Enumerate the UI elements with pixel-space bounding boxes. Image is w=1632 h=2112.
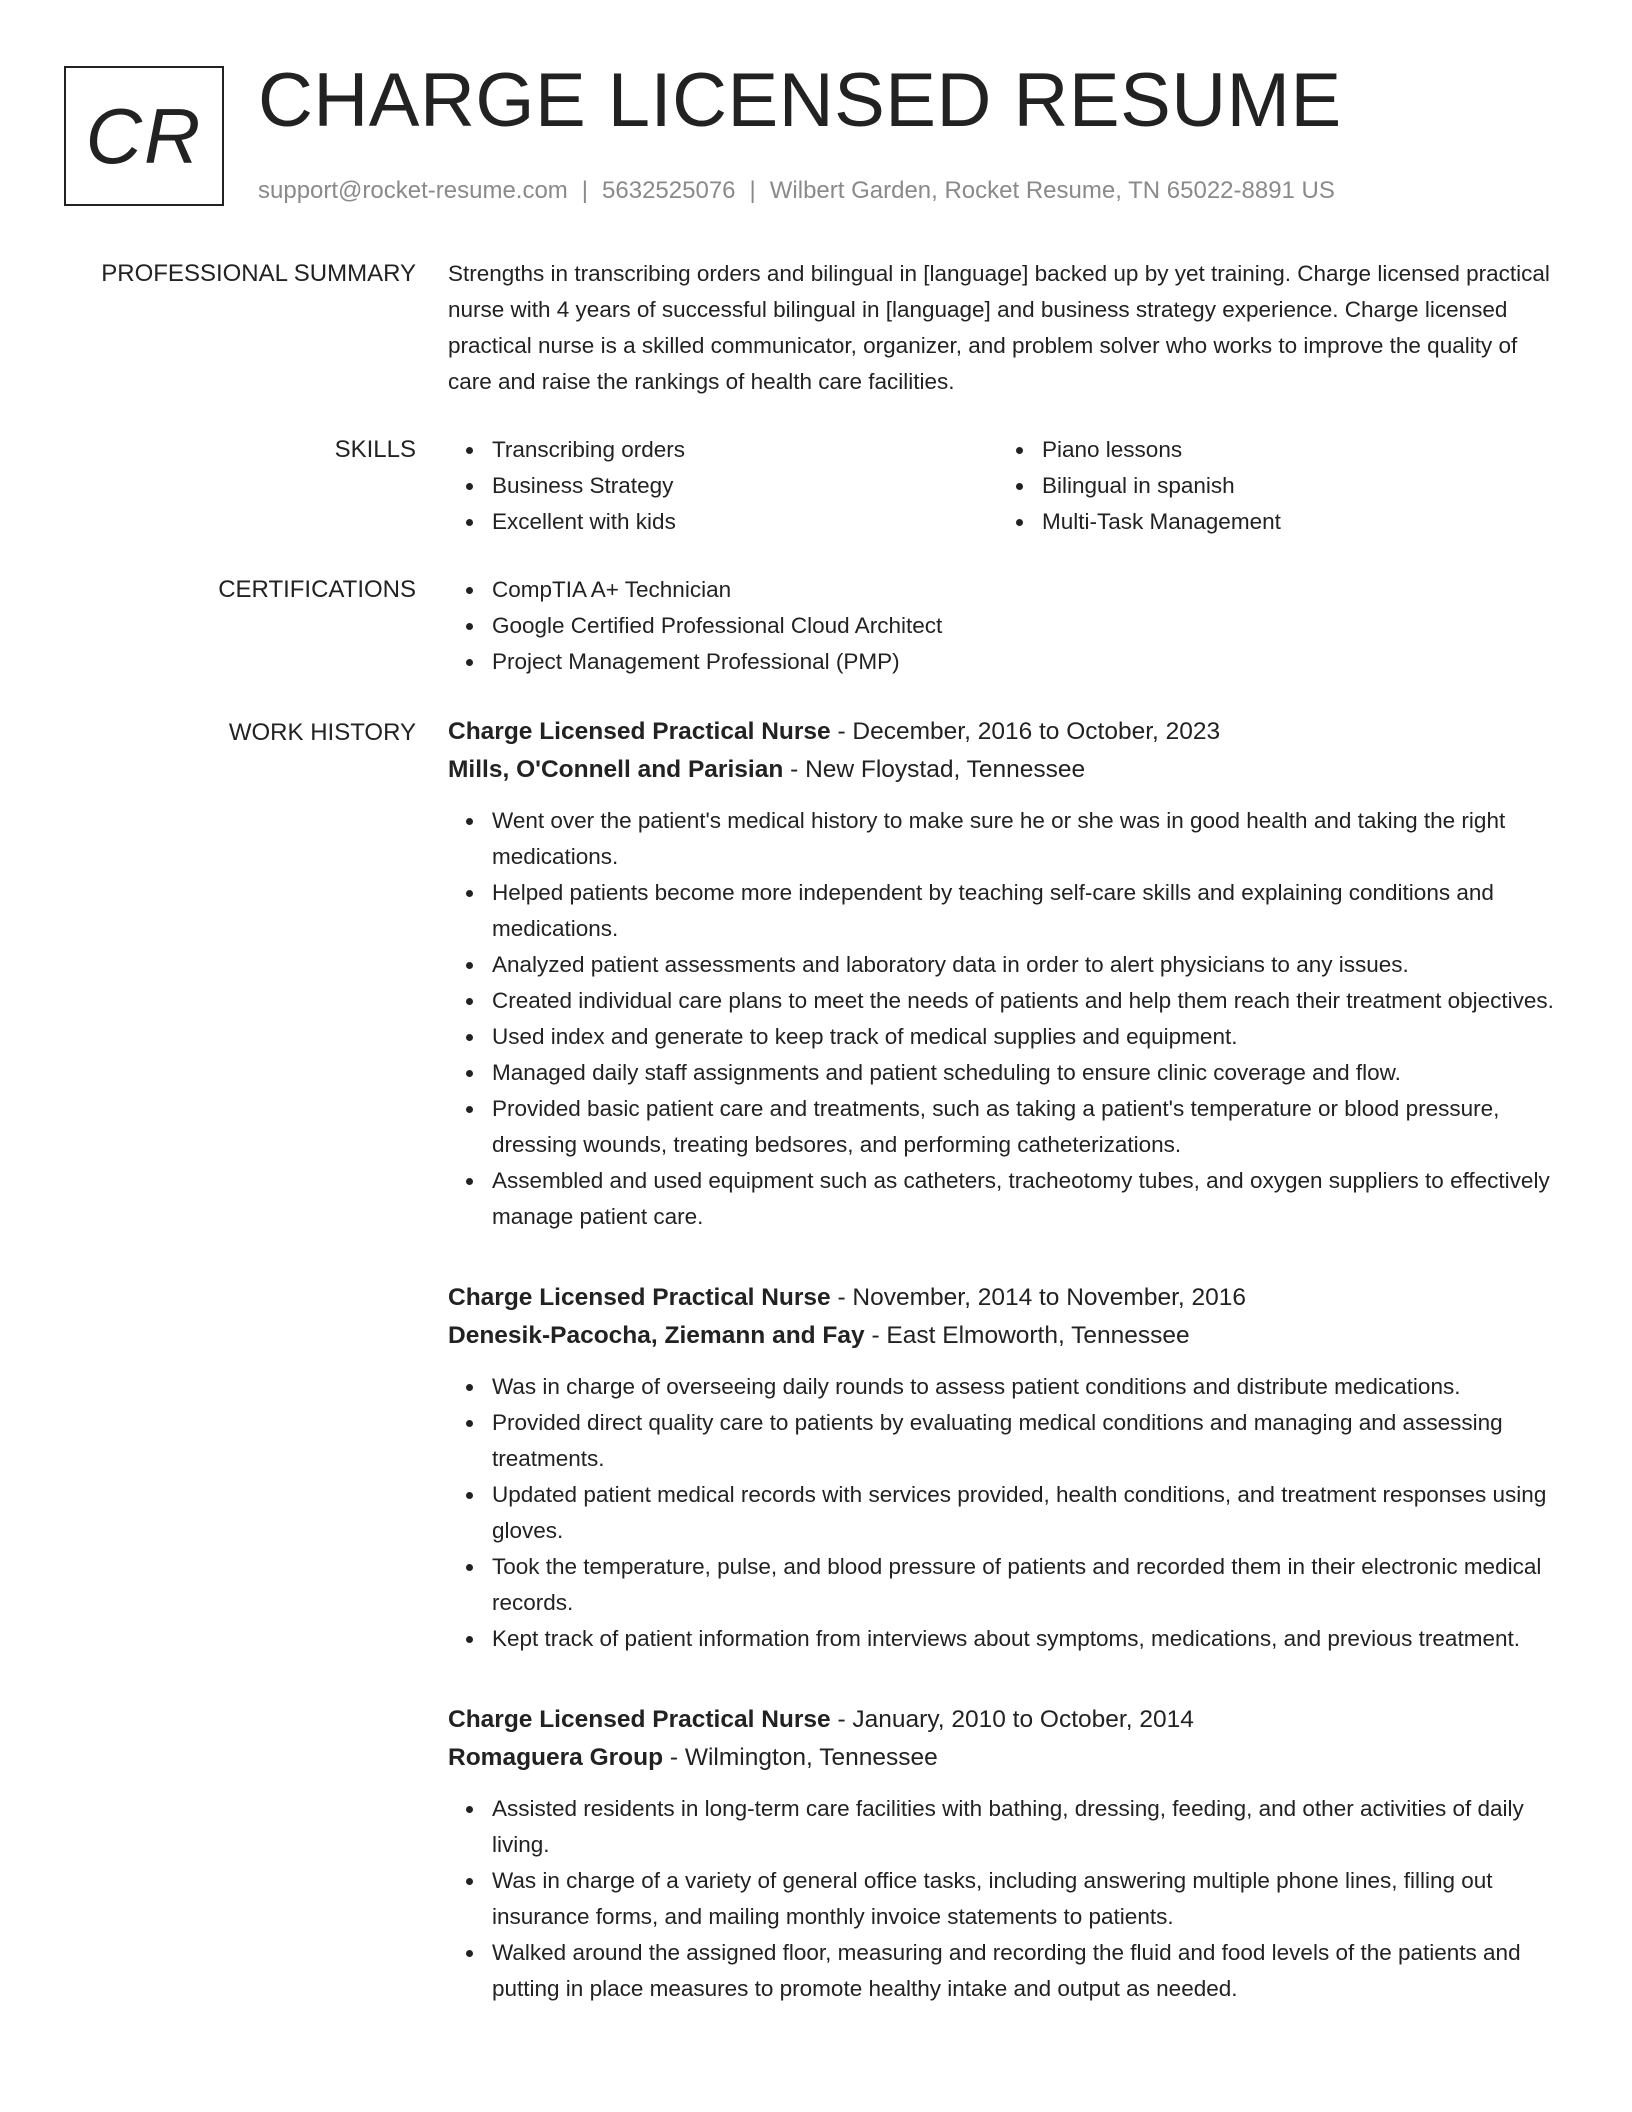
job-location: - New Floystad, Tennessee <box>783 756 1086 783</box>
job-company: Denesik-Pacocha, Ziemann and Fay <box>448 1322 865 1349</box>
job-duties-list <box>448 1791 1564 2007</box>
job-dates: - December, 2016 to October, 2023 <box>830 718 1221 745</box>
skill-item: Transcribing orders <box>492 432 998 468</box>
job-company: Romaguera Group <box>448 1744 664 1771</box>
skill-item: Multi-Task Management <box>1042 504 1548 540</box>
job-duties-list <box>448 803 1564 1235</box>
job-duty: Was in charge of overseeing daily rounds to assess patient conditions and distribute medications. <box>492 1369 1564 1405</box>
job-title-line <box>448 1279 1564 1317</box>
job-title: Charge Licensed Practical Nurse <box>448 1284 831 1311</box>
job-duty: Assisted residents in long-term care facilities with bathing, dressing, feeding, and other activities of daily living. <box>492 1791 1564 1863</box>
job-duty: Walked around the assigned floor, measuring and recording the fluid and food levels of the patients and putting in place measures to promote healthy intake and output as needed. <box>492 1935 1564 2007</box>
job-entry <box>448 1701 1564 2007</box>
certification-item: CompTIA A+ Technician <box>492 572 1564 608</box>
job-duty: Updated patient medical records with services provided, health conditions, and treatment responses using gloves. <box>492 1477 1564 1549</box>
job-duty: Assembled and used equipment such as catheters, tracheotomy tubes, and oxygen suppliers to effectively manage patient care. <box>492 1163 1564 1235</box>
skills-column-right <box>998 432 1548 540</box>
job-duty: Provided basic patient care and treatments, such as taking a patient's temperature or blood pressure, dressing wounds, treating bedsores, and performing catheterizations. <box>492 1091 1564 1163</box>
job-duty: Analyzed patient assessments and laboratory data in order to alert physicians to any issues. <box>492 947 1564 983</box>
work-history-section <box>448 713 1564 2051</box>
job-title-line <box>448 713 1564 751</box>
skill-item: Business Strategy <box>492 468 998 504</box>
skill-item: Piano lessons <box>1042 432 1548 468</box>
skill-item: Excellent with kids <box>492 504 998 540</box>
skills-heading: SKILLS <box>334 436 416 463</box>
certifications-section <box>448 572 1564 680</box>
skills-list-left <box>448 432 998 540</box>
job-duty: Helped patients become more independent by teaching self-care skills and explaining conditions and medications. <box>492 875 1564 947</box>
contact-email[interactable]: support@rocket-resume.com <box>258 177 568 204</box>
work-history-heading: WORK HISTORY <box>228 719 416 746</box>
job-company-line <box>448 751 1564 789</box>
job-title-line <box>448 1701 1564 1739</box>
job-duty: Provided direct quality care to patients by evaluating medical conditions and managing and assessing treatments. <box>492 1405 1564 1477</box>
job-duties-list <box>448 1369 1564 1657</box>
certifications-list <box>448 572 1564 680</box>
skill-item: Bilingual in spanish <box>1042 468 1548 504</box>
summary-heading: PROFESSIONAL SUMMARY <box>101 260 416 287</box>
certifications-heading: CERTIFICATIONS <box>218 576 416 603</box>
skills-list-right <box>998 432 1548 540</box>
job-duty: Was in charge of a variety of general office tasks, including answering multiple phone lines, filling out insurance forms, and mailing monthly invoice statements to patients. <box>492 1863 1564 1935</box>
contact-line <box>258 176 1335 206</box>
contact-separator: | <box>749 177 756 204</box>
contact-separator: | <box>581 177 589 204</box>
contact-phone[interactable]: 5632525076 <box>602 177 736 204</box>
job-title: Charge Licensed Practical Nurse <box>448 718 831 745</box>
job-company-line <box>448 1317 1564 1355</box>
job-title: Charge Licensed Practical Nurse <box>448 1706 831 1733</box>
job-dates: - January, 2010 to October, 2014 <box>830 1706 1194 1733</box>
monogram-logo <box>64 66 224 206</box>
summary-section <box>448 256 1564 400</box>
job-company-line <box>448 1739 1564 1777</box>
job-company: Mills, O'Connell and Parisian <box>448 756 784 783</box>
job-dates: - November, 2014 to November, 2016 <box>830 1284 1247 1311</box>
skills-grid <box>448 432 1564 540</box>
job-duty: Used index and generate to keep track of medical supplies and equipment. <box>492 1019 1564 1055</box>
job-duty: Kept track of patient information from interviews about symptoms, medications, and previous treatment. <box>492 1621 1564 1657</box>
job-duty: Took the temperature, pulse, and blood pressure of patients and recorded them in their electronic medical records. <box>492 1549 1564 1621</box>
certification-item: Google Certified Professional Cloud Architect <box>492 608 1564 644</box>
job-entry <box>448 713 1564 1235</box>
contact-address: Wilbert Garden, Rocket Resume, TN 65022-8891 US <box>769 177 1335 204</box>
job-duty: Managed daily staff assignments and patient scheduling to ensure clinic coverage and flow. <box>492 1055 1564 1091</box>
certification-item: Project Management Professional (PMP) <box>492 644 1564 680</box>
job-duty: Went over the patient's medical history to make sure he or she was in good health and taking the right medications. <box>492 803 1564 875</box>
monogram-text: CR <box>85 91 203 180</box>
job-duty: Created individual care plans to meet the needs of patients and help them reach their treatment objectives. <box>492 983 1564 1019</box>
job-location: - East Elmoworth, Tennessee <box>864 1322 1190 1349</box>
resume-name: CHARGE LICENSED RESUME <box>258 58 1342 143</box>
job-location: - Wilmington, Tennessee <box>663 1744 938 1771</box>
skills-column-left <box>448 432 998 540</box>
summary-text: Strengths in transcribing orders and bilingual in [language] backed up by yet training. Charge licensed practical nurse with 4 years of successful bilingual in [language] and business strategy experience. Charge licensed practical nurse is a skilled communicator, organizer, and problem solver who works to improve the quality of care and raise the rankings of health care facilities. <box>448 261 1550 394</box>
skills-section <box>448 432 1564 540</box>
job-entry <box>448 1279 1564 1657</box>
